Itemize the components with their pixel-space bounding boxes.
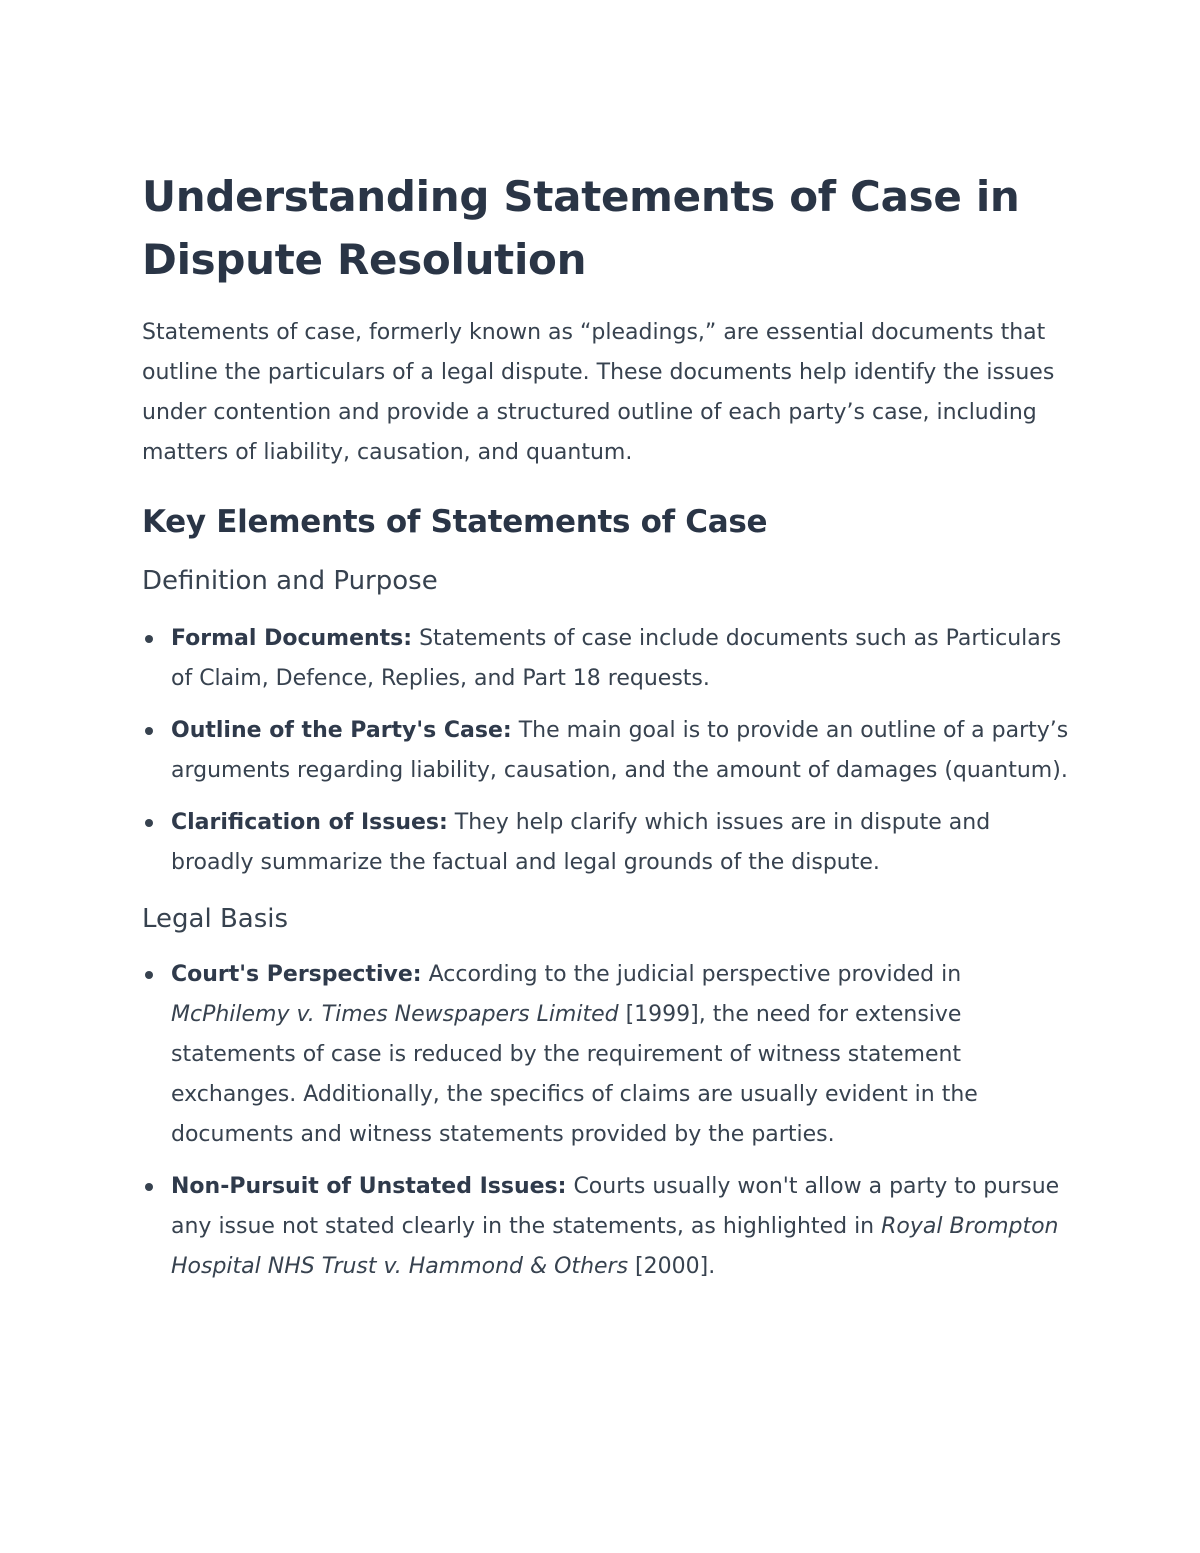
definition-list	[142, 619, 1072, 883]
case-citation: McPhilemy v. Times Newspapers Limited	[171, 1002, 619, 1027]
bullet-icon	[145, 727, 153, 735]
item-text: [2000].	[628, 1254, 716, 1279]
legal-basis-list	[142, 955, 1072, 1287]
list-item	[142, 803, 1072, 883]
document-title: Understanding Statements of Case in Dispute Resolution	[142, 172, 1020, 284]
bullet-icon	[145, 635, 153, 643]
item-text: According to the judicial perspective provided in	[421, 962, 962, 987]
bullet-icon	[145, 971, 153, 979]
case-citation: Royal Brompton Hospital NHS Trust v. Hammond & Others	[171, 1214, 1059, 1279]
item-term: Outline of the Party's Case:	[171, 718, 512, 743]
intro-paragraph: Statements of case, formerly known as “pleadings,” are essential documents that outline the particulars of a legal dispute. These documents help identify the issues under contention and provide a structured outline of each party’s case, including matters of liability, causation, and quantum.	[142, 320, 1055, 465]
bullet-icon	[145, 1183, 153, 1191]
item-text: [1999], the need for extensive statements of case is reduced by the requirement of witness statement exchanges. Additionally, the specifics of claims are usually evident in the documents and witness statements provided by the parties.	[171, 1002, 978, 1147]
subsection-heading-definition: Definition and Purpose	[142, 566, 438, 596]
item-term: Non-Pursuit of Unstated Issues:	[171, 1174, 567, 1199]
list-item	[142, 619, 1072, 699]
document-page	[142, 165, 1072, 1287]
item-text: They help clarify which issues are in dispute and broadly summarize the factual and legal grounds of the dispute.	[171, 810, 991, 875]
section-heading-key-elements: Key Elements of Statements of Case	[142, 504, 768, 540]
bullet-icon	[145, 819, 153, 827]
item-text: Courts usually won't allow a party to pursue any issue not stated clearly in the statements, as highlighted in	[171, 1174, 1060, 1239]
list-item	[142, 955, 1072, 1155]
item-text: Statements of case include documents such as Particulars of Claim, Defence, Replies, and Part 18 requests.	[171, 626, 1062, 691]
item-term: Court's Perspective:	[171, 962, 422, 987]
item-term: Clarification of Issues:	[171, 810, 448, 835]
item-term: Formal Documents:	[171, 626, 413, 651]
list-item	[142, 711, 1072, 791]
list-item	[142, 1167, 1072, 1287]
subsection-heading-legal-basis: Legal Basis	[142, 904, 289, 934]
item-text: The main goal is to provide an outline of a party’s arguments regarding liability, causation, and the amount of damages (quantum).	[171, 718, 1069, 783]
